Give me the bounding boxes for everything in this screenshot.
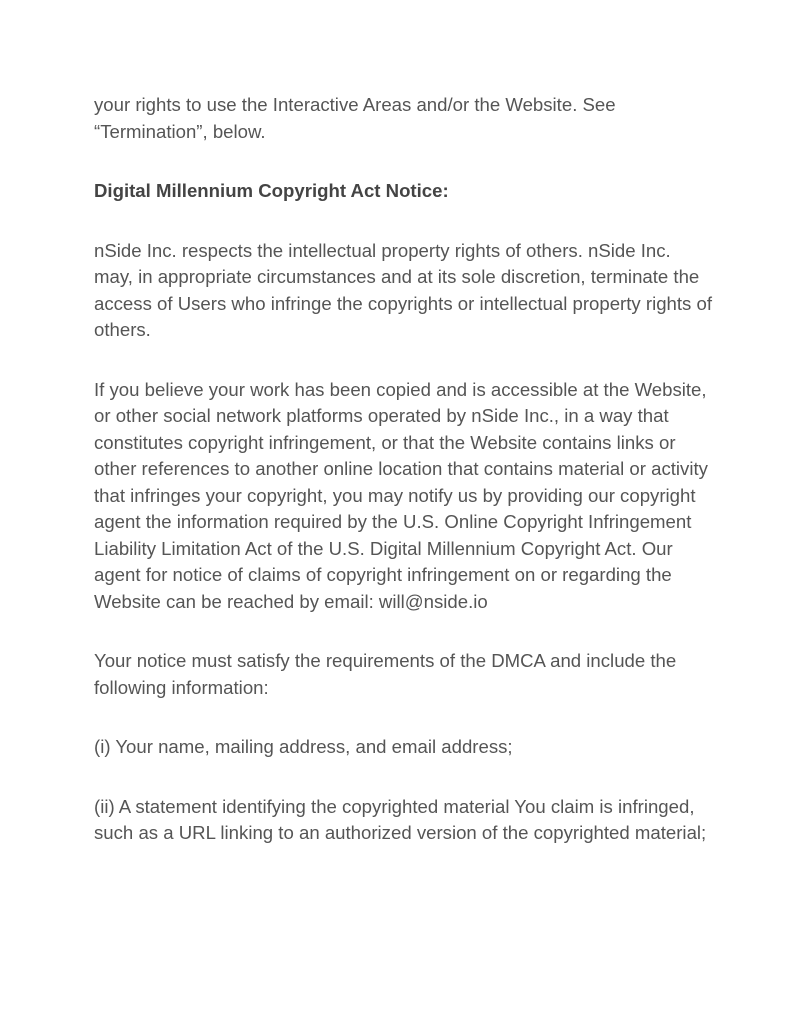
ip-rights-paragraph: nSide Inc. respects the intellectual property rights of others. nSide Inc. may, in appropriate circumstances and at its sole discretion, terminate the access of Users who infringe the copyrights or intellectual property rights of others. [94,239,713,340]
termination-reference-paragraph: your rights to use the Interactive Areas and/or the Website. See “Termination”, below. [94,94,616,142]
requirement-item-i: (i) Your name, mailing address, and email address; [94,736,513,757]
copyright-infringement-paragraph: If you believe your work has been copied and is accessible at the Website, or other social network platforms operated by nSide Inc., in a way that constitutes copyright infringement, or that the Website contains links or other references to another online location that contains material or activity that infringes your copyright, you may notify us by providing our copyright agent the information required by the U.S. Online Copyright Infringement Liability Limitation Act of the U.S. Digital Millennium Copyright Act. Our agent for notice of claims of copyright infringement on or regarding the Website can be reached by email: will@nside.io [94,378,708,612]
notice-requirements-paragraph: Your notice must satisfy the requirements of the DMCA and include the following information: [94,650,677,698]
document-page [94,92,714,880]
requirement-item-ii: (ii) A statement identifying the copyrighted material You claim is infringed, such as a URL linking to an authorized version of the copyrighted material; [94,795,707,843]
dmca-notice-heading: Digital Millennium Copyright Act Notice: [94,180,449,201]
